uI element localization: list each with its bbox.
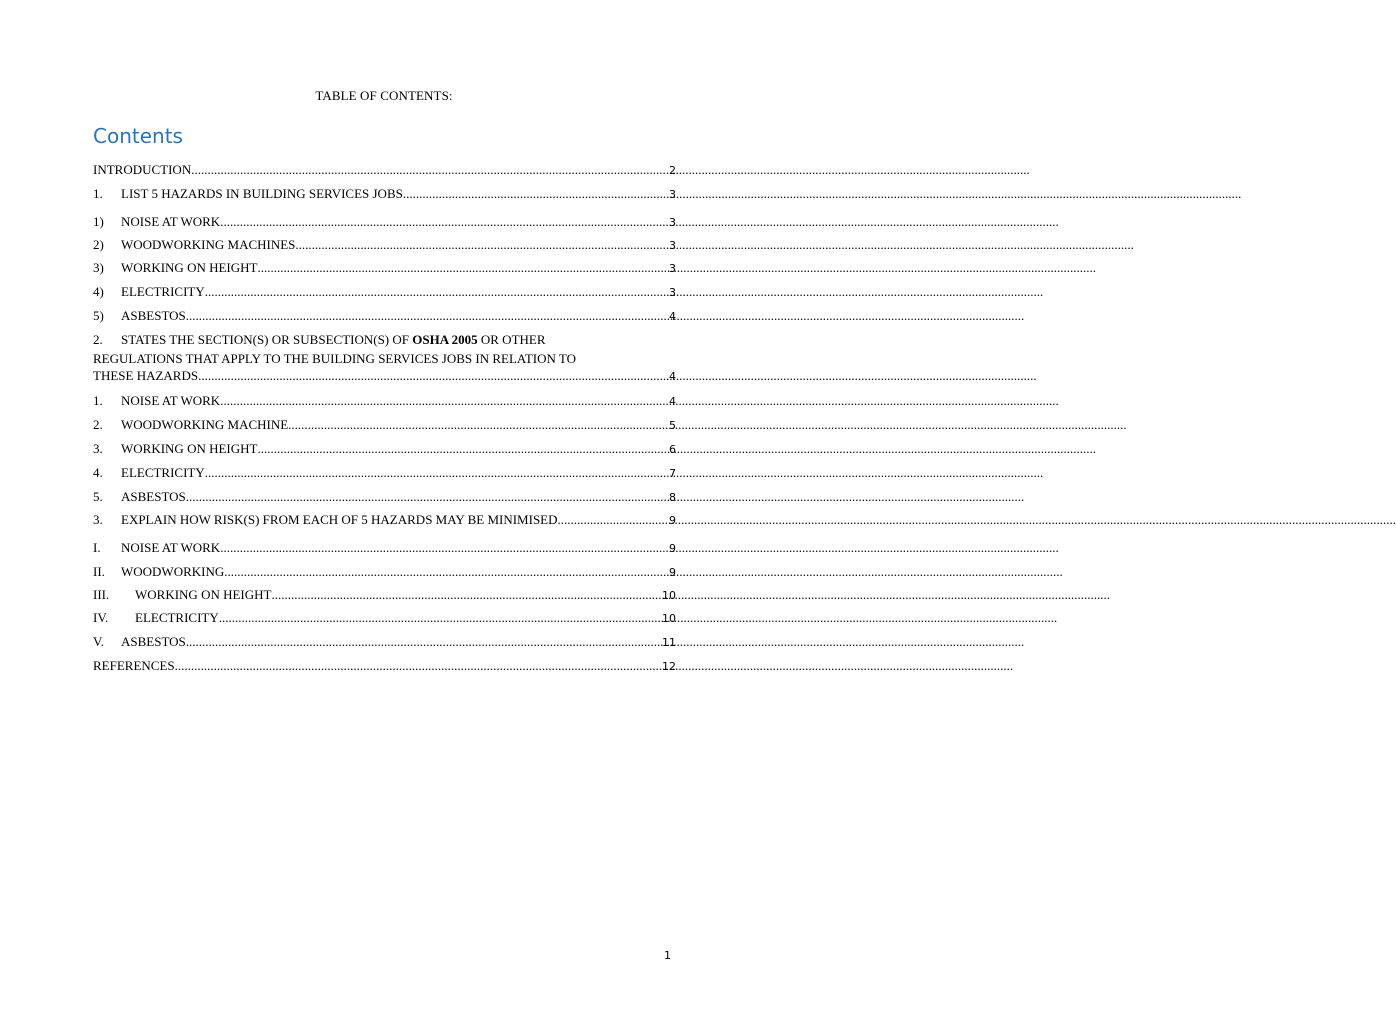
page-number: 1 bbox=[664, 949, 671, 962]
toc-entry-number: 1. bbox=[93, 186, 103, 201]
toc-entry-page: 7 bbox=[669, 467, 676, 480]
toc-entry-label: WOODWORKING MACHINE bbox=[121, 417, 289, 432]
toc-entry-number: 3. bbox=[93, 441, 103, 456]
toc-entry-page: 3 bbox=[669, 239, 676, 252]
toc-leader-dots bbox=[220, 214, 668, 230]
toc-leader-dots bbox=[220, 540, 668, 556]
toc-entry-page: 3 bbox=[669, 216, 676, 229]
toc-entry-page: 9 bbox=[669, 566, 676, 579]
toc-entry-line bbox=[93, 367, 676, 385]
toc-entry-page: 12 bbox=[662, 660, 676, 673]
toc-entry-asbestos[interactable] bbox=[93, 308, 676, 325]
toc-entry-number: I. bbox=[93, 540, 101, 555]
toc-entry-page: 4 bbox=[669, 370, 676, 383]
toc-entry-noise-at-work[interactable] bbox=[93, 214, 676, 231]
toc-entry-introduction[interactable] bbox=[93, 162, 676, 179]
toc-leader-dots bbox=[186, 489, 668, 505]
toc-leader-dots bbox=[295, 237, 668, 253]
toc-leader-dots bbox=[558, 512, 669, 528]
toc-entry-number: 1) bbox=[93, 214, 104, 229]
toc-entry-page: 4 bbox=[669, 395, 676, 408]
toc-leader-dots bbox=[205, 465, 668, 481]
toc-entry-number: IV. bbox=[93, 610, 109, 625]
toc-entry-label: WOODWORKING bbox=[121, 564, 225, 579]
toc-entry-electricity[interactable] bbox=[93, 610, 676, 627]
toc-entry-number: 4) bbox=[93, 284, 104, 299]
toc-entry-page: 10 bbox=[662, 612, 676, 625]
toc-entry-label: WORKING ON HEIGHT bbox=[121, 441, 258, 456]
toc-entry-label: LIST 5 HAZARDS IN BUILDING SERVICES JOBS bbox=[121, 186, 403, 201]
toc-entry-number: 2) bbox=[93, 237, 104, 252]
toc-entry-page: 3 bbox=[669, 286, 676, 299]
toc-entry-label-bold: OSHA 2005 bbox=[412, 332, 478, 347]
toc-entry-working-on-height[interactable] bbox=[93, 260, 676, 277]
toc-entry-label: REFERENCES bbox=[93, 658, 175, 673]
toc-entry-page: 9 bbox=[669, 514, 676, 527]
toc-entry-label: WOODWORKING MACHINES bbox=[121, 237, 296, 252]
toc-entry-line bbox=[93, 331, 676, 348]
toc-entry-label: ASBESTOS bbox=[121, 308, 186, 323]
toc-entry-page: 8 bbox=[669, 491, 676, 504]
toc-entry-label: ELECTRICITY bbox=[135, 610, 219, 625]
toc-entry-label: ASBESTOS bbox=[121, 634, 186, 649]
toc-leader-dots bbox=[257, 260, 668, 276]
toc-entry-number: 2. bbox=[93, 332, 103, 347]
toc-entry-noise-at-work[interactable] bbox=[93, 393, 676, 410]
toc-entry-label: STATES THE SECTION(S) OR SUBSECTION(S) OF bbox=[121, 332, 413, 347]
toc-leader-dots bbox=[191, 162, 668, 178]
toc-leader-dots bbox=[288, 417, 668, 433]
toc-entry-line: REGULATIONS THAT APPLY TO THE BUILDING SERVICES JOBS IN RELATION TO bbox=[93, 351, 577, 366]
toc-leader-dots bbox=[257, 441, 668, 457]
toc-entry-electricity[interactable] bbox=[93, 284, 676, 301]
toc-entry-number: 2. bbox=[93, 417, 103, 432]
toc-entry-number: 3. bbox=[93, 512, 103, 527]
toc-leader-dots bbox=[186, 308, 668, 324]
toc-entry-number: III. bbox=[93, 587, 110, 602]
toc-entry-label: WORKING ON HEIGHT bbox=[135, 587, 272, 602]
toc-entry-label: NOISE AT WORK bbox=[121, 540, 221, 555]
toc-entry-electricity[interactable] bbox=[93, 465, 676, 482]
toc-leader-dots bbox=[186, 634, 661, 650]
toc-entry-label: NOISE AT WORK bbox=[121, 393, 221, 408]
toc-entry-label: INTRODUCTION bbox=[93, 162, 192, 177]
toc-entry-label: WORKING ON HEIGHT bbox=[121, 260, 258, 275]
toc-leader-dots bbox=[205, 284, 668, 300]
toc-entry-label: ASBESTOS bbox=[121, 489, 186, 504]
toc-entry-noise-at-work[interactable] bbox=[93, 540, 676, 557]
toc-leader-dots bbox=[175, 658, 661, 674]
toc-entry-label: ELECTRICITY bbox=[121, 465, 205, 480]
toc-entry-label: THESE HAZARDS bbox=[93, 368, 199, 383]
toc-entry-number: II. bbox=[93, 564, 105, 579]
toc-entry-label: ELECTRICITY bbox=[121, 284, 205, 299]
toc-leader-dots bbox=[219, 610, 661, 626]
toc-leader-dots bbox=[224, 564, 668, 580]
toc-entry-page: 5 bbox=[669, 419, 676, 432]
toc-entry-woodworking[interactable] bbox=[93, 564, 676, 581]
toc-leader-dots bbox=[403, 186, 668, 202]
toc-entry-working-on-height[interactable] bbox=[93, 441, 676, 458]
toc-entry-page: 4 bbox=[669, 310, 676, 323]
toc-entry-asbestos[interactable] bbox=[93, 634, 676, 651]
toc-entry-number: 1. bbox=[93, 393, 103, 408]
toc-entry-page: 11 bbox=[662, 636, 676, 649]
toc-entry-woodworking-machines[interactable] bbox=[93, 237, 676, 254]
toc-entry-label: OR OTHER bbox=[477, 332, 546, 347]
toc-entry-page: 6 bbox=[669, 443, 676, 456]
toc-entry-working-on-height[interactable] bbox=[93, 587, 676, 604]
document-title: TABLE OF CONTENTS: bbox=[315, 88, 453, 103]
toc-leader-dots bbox=[198, 367, 668, 384]
toc-entry-section-3[interactable] bbox=[93, 512, 676, 529]
toc-entry-page: 9 bbox=[669, 542, 676, 555]
toc-entry-number: 5) bbox=[93, 308, 104, 323]
toc-entry-section-1[interactable] bbox=[93, 186, 676, 203]
toc-entry-label: NOISE AT WORK bbox=[121, 214, 221, 229]
toc-heading: Contents bbox=[93, 124, 183, 148]
toc-entry-references[interactable] bbox=[93, 658, 676, 675]
toc-entry-number: 3) bbox=[93, 260, 104, 275]
toc-entry-number: 4. bbox=[93, 465, 103, 480]
toc-entry-asbestos[interactable] bbox=[93, 489, 676, 506]
toc-leader-dots bbox=[220, 393, 668, 409]
toc-entry-page: 10 bbox=[662, 589, 676, 602]
toc-entry-label: EXPLAIN HOW RISK(S) FROM EACH OF 5 HAZARDS MAY BE MINIMISED bbox=[121, 512, 558, 527]
toc-entry-woodworking-machine[interactable] bbox=[93, 417, 676, 434]
toc-entry-number: 5. bbox=[93, 489, 103, 504]
toc-leader-dots bbox=[271, 587, 661, 603]
toc-entry-number: V. bbox=[93, 634, 104, 649]
toc-entry-page: 3 bbox=[669, 188, 676, 201]
toc-entry-page: 3 bbox=[669, 262, 676, 275]
toc-entry-section-2[interactable] bbox=[93, 331, 676, 385]
toc-entry-page: 2 bbox=[669, 164, 676, 177]
